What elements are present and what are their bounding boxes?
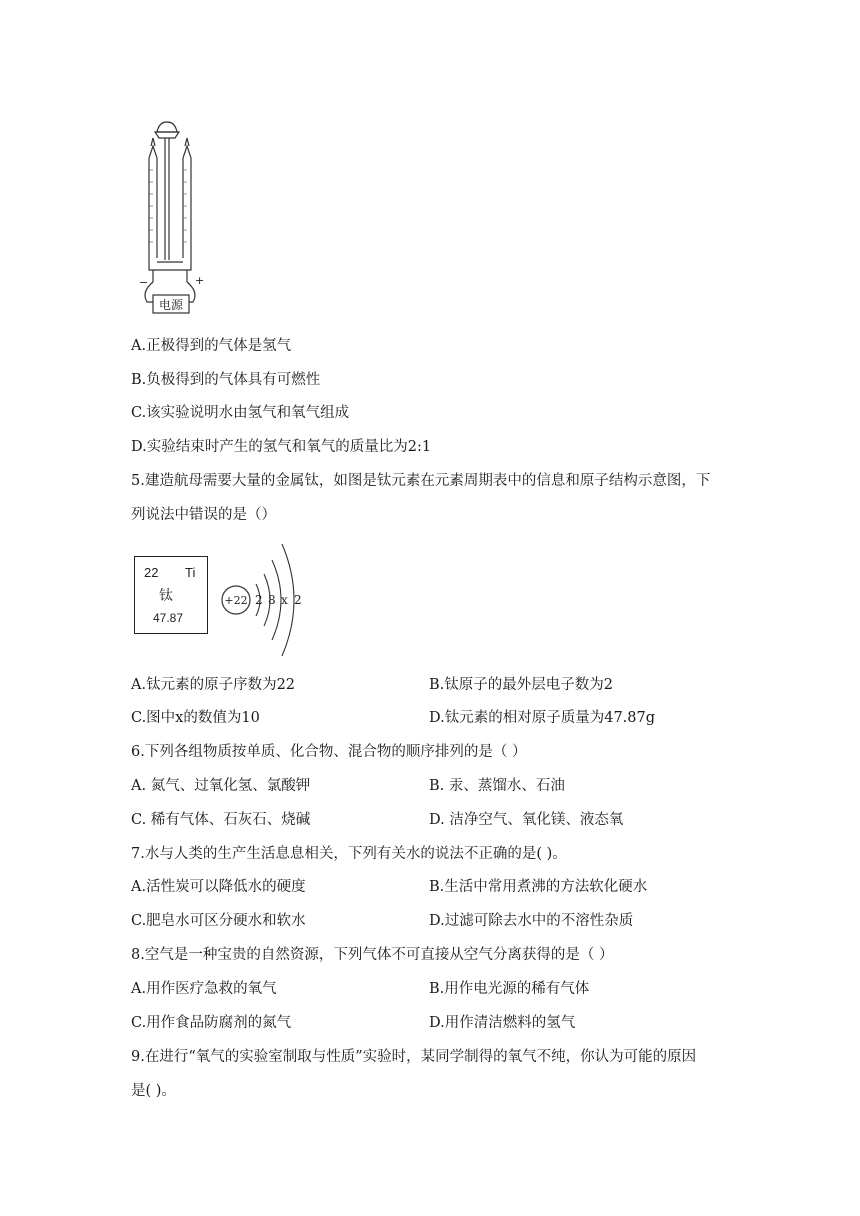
q5-option-d: D.钛元素的相对原子质量为47.87g: [429, 710, 656, 726]
power-label: 电源: [158, 298, 184, 312]
q5-stem-line1: 5.建造航母需要大量的金属钛，如图是钛元素在元素周期表中的信息和原子结构示意图，下: [131, 473, 711, 489]
q4-option-b: B.负极得到的气体具有可燃性: [131, 372, 321, 388]
q7-option-c: C.肥皂水可区分硬水和软水: [131, 913, 306, 929]
q8-option-a: A.用作医疗急救的氧气: [131, 981, 277, 997]
atomic-number: 22: [144, 565, 159, 580]
shell-3: x: [281, 593, 288, 607]
atomic-structure-diagram: [214, 536, 310, 662]
q7-option-b: B.生活中常用煮沸的方法软化硬水: [429, 879, 648, 895]
q6-option-b: B. 汞、蒸馏水、石油: [429, 778, 565, 794]
q4-option-c: C.该实验说明水由氢气和氧气组成: [131, 405, 350, 421]
q6-option-a: A. 氮气、过氧化氢、氯酸钾: [131, 778, 311, 794]
q6-option-d: D. 洁净空气、氧化镁、液态氧: [429, 812, 624, 828]
shell-2: 8: [268, 593, 276, 607]
q6-option-c: C. 稀有气体、石灰石、烧碱: [131, 812, 311, 828]
element-symbol: Ti: [185, 565, 196, 580]
q7-stem: 7.水与人类的生产生活息息相关，下列有关水的说法不正确的是( )。: [131, 846, 567, 862]
q5-option-a: A.钛元素的原子序数为22: [131, 677, 296, 693]
q5-stem-line2: 列说法中错误的是（）: [131, 507, 276, 523]
q8-option-b: B.用作电光源的稀有气体: [429, 981, 590, 997]
q6-stem: 6.下列各组物质按单质、化合物、混合物的顺序排列的是（ ）: [131, 744, 527, 760]
q4-option-a: A.正极得到的气体是氢气: [131, 338, 292, 354]
q4-option-d: D.实验结束时产生的氢气和氧气的质量比为2:1: [131, 439, 432, 455]
q7-option-d: D.过滤可除去水中的不溶性杂质: [429, 913, 634, 929]
q5-option-b: B.钛原子的最外层电子数为2: [429, 677, 613, 693]
q8-option-c: C.用作食品防腐剂的氮气: [131, 1015, 292, 1031]
q9-stem-line1: 9.在进行“氧气的实验室制取与性质”实验时，某同学制得的氧气不纯，你认为可能的原因: [131, 1049, 697, 1065]
nucleus-charge: +22: [224, 594, 248, 607]
shell-1: 2: [255, 593, 263, 607]
atomic-mass: 47.87: [153, 611, 184, 625]
q8-option-d: D.用作清洁燃料的氢气: [429, 1015, 576, 1031]
q8-stem: 8.空气是一种宝贵的自然资源，下列气体不可直接从空气分离获得的是（ ）: [131, 947, 614, 963]
element-name: 钛: [159, 588, 173, 604]
periodic-table-cell: [134, 556, 208, 634]
shell-4: 2: [294, 593, 302, 607]
q9-stem-line2: 是( )。: [131, 1083, 176, 1099]
plus-sign: +: [195, 274, 205, 287]
q7-option-a: A.活性炭可以降低水的硬度: [131, 879, 306, 895]
minus-sign: −: [139, 276, 149, 289]
q5-option-c: C.图中x的数值为10: [131, 710, 260, 726]
electrolysis-apparatus-figure: [131, 120, 211, 318]
